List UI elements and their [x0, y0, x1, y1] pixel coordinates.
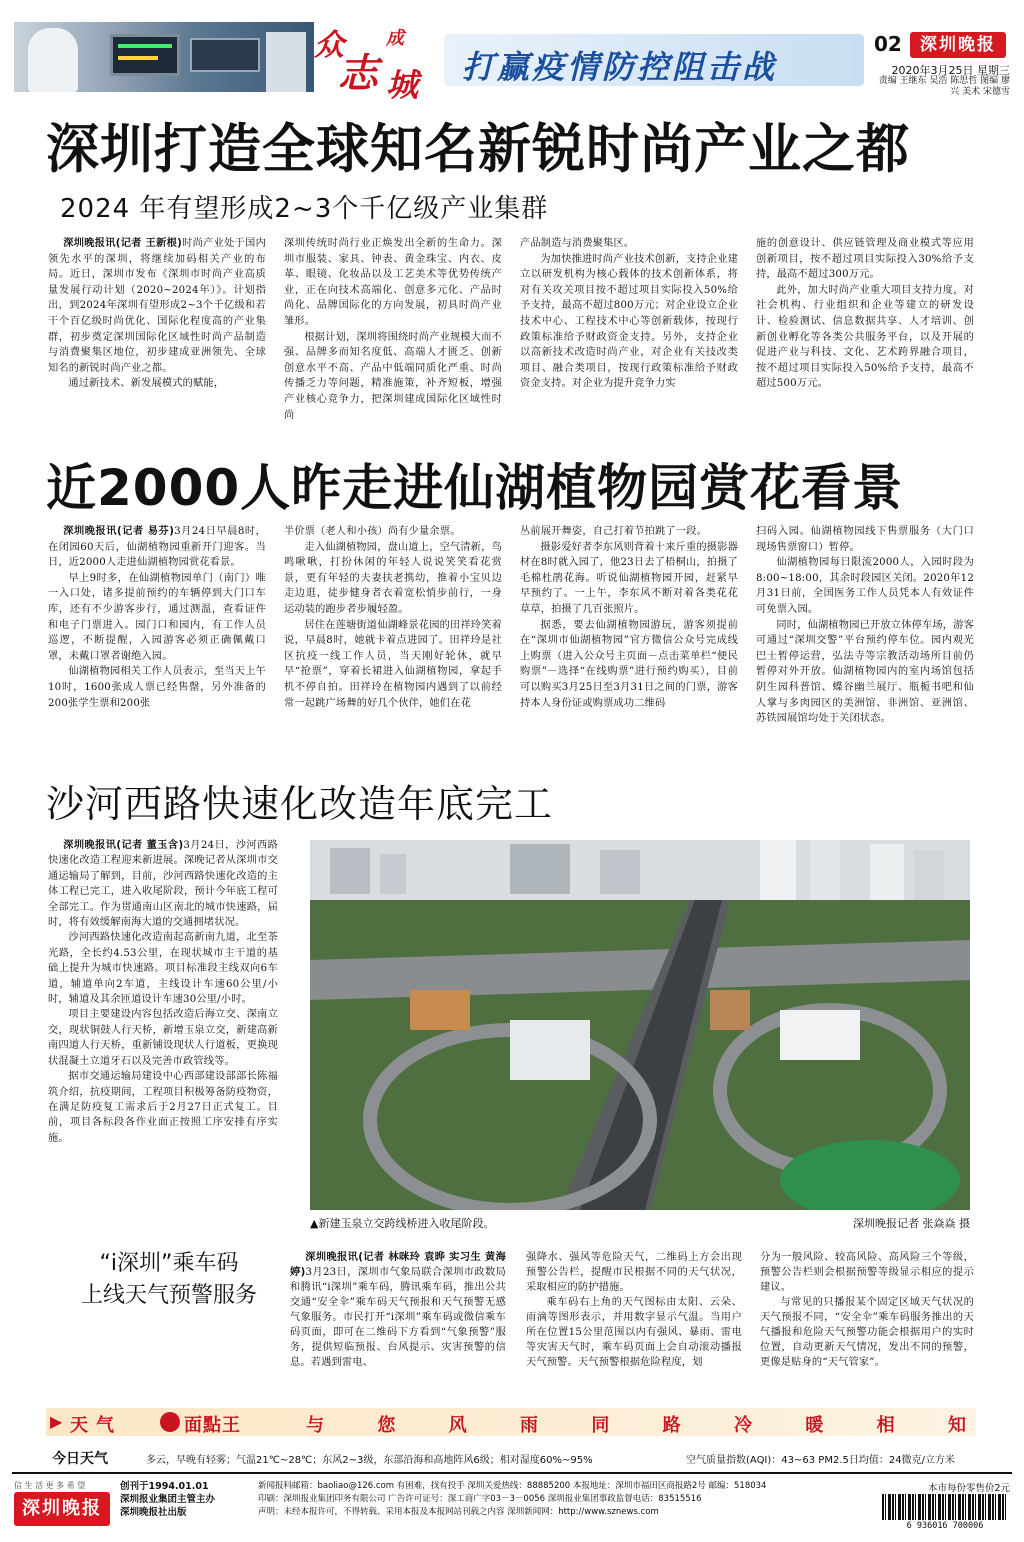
- footer-line3: 声明：未经本报许可，不得转载、采用本报及本报网站刊载之内容 深圳新闻网：http://www.sznews.com: [258, 1507, 659, 1517]
- article4-byline: 深圳晚报讯(记者 林咪玲 袁晔 实习生 黄海婷): [290, 1252, 506, 1278]
- owner: 深圳报业集团主管主办: [120, 1494, 216, 1505]
- article3-p3: 项目主要建设内容包括改造后海立交、深南立交，现状铜鼓人行天桥，新增玉泉立交，新建高新南四道人行天桥，重新铺设现状人行道板，更换现状混凝土立道牙石以及完善市政管线等。: [48, 1009, 278, 1067]
- article2-col4b: 仙湖植物园每日限流2000人，入园时段为8:00~18:00，其余时段园区关闭。2020年12月31日前，全国医务工作人员凭本人有效证件可免票入园。: [756, 557, 974, 615]
- article2-col3-text: 丛前展开舞姿，自己打着节拍跳了一段。: [520, 526, 707, 537]
- article4-col3b: 与常见的只播报某个固定区域天气状况的天气预报不同，“安全伞”乘车码服务推出的天气播报和危险天气预警功能会根据用户的实时位置，自动更新天气情况，发出不同的预警，更像是贴身的“天气管家”。: [760, 1297, 974, 1368]
- publisher: 深圳晚报社出版: [120, 1507, 187, 1518]
- photo-caption: ▲新建玉泉立交跨线桥进入收尾阶段。: [310, 1217, 495, 1230]
- article1-subheadline: 2024 年有望形成2~3个千亿级产业集群: [60, 194, 549, 224]
- article3-p4: 据市交通运输局建设中心西部建设部部长陈福筑介绍，抗疫期间，工程项目积极筹备防疫物资，在满足防疫复工需求后于2月27日正式复工。目前，项目各标段各作业面正按照工序安排有序实施。: [48, 1071, 278, 1144]
- logo-char-2: 志: [338, 51, 379, 97]
- article1-col1b: 通过新技术、新发展模式的赋能，: [68, 378, 225, 390]
- article1-col3: [520, 236, 738, 446]
- footer-divider: [12, 1472, 1012, 1474]
- paper-name: 深圳晚报: [920, 35, 996, 55]
- staff-credits: 责编 王继东 吴浩 陈思哲 图编 廖 兴 美术 宋德雪: [878, 76, 1010, 97]
- article2-col1: [48, 524, 266, 770]
- article2-col4: [756, 524, 974, 770]
- article2-col3b: 摄影爱好者李东风则背着十来斤重的摄影器材在8时就入园了，他23日去了梧桐山，拍摄了毛棉杜鹃花海。听说仙湖植物园开园，赶紧早早预约了。一上午，李东风不断对着各类花花草草，拍摄了几百张照片。: [520, 541, 738, 615]
- article2-col2-text: 半价票（老人和小孩）尚有少量余票。: [284, 526, 461, 537]
- article2-col2c: 居住在莲塘街道仙湖峰景花园的田祥玲笑着说，早晨8时，她就卡着点进园了。田祥玲是社区抗疫一线工作人员，当天刚好轮休，就早早“抢票”，穿着长裙进入仙湖植物园，拿起手机不停自拍。田祥玲在植物园内遇到了以前经常一起跳广场舞的好几个伙伴，她们在花: [284, 619, 502, 709]
- road-aerial-photo: [310, 840, 970, 1210]
- article1-col3-text: 产品制造与消费聚集区。: [520, 238, 635, 249]
- article2-col1c: 仙湖植物园相关工作人员表示，至当天上午10时，1600张成人票已经售罄，另外准备的200张学生票和200张: [48, 666, 266, 709]
- campaign-logo: [304, 16, 444, 104]
- slogan-char: 知: [947, 1415, 966, 1436]
- article2-col2b: 走入仙湖植物园，盘山道上，空气清新，鸟鸣啾啾，打扮休闲的年轻人说说笑笑看花赏景，更有年轻的夫妻扶老携幼，推着小宝贝边走边逛，徒步健身者衣着宽松悄步前行，一身运动装的跑步者步履轻盈。: [284, 541, 502, 615]
- article3-headline: 沙河西路快速化改造年底完工: [46, 782, 554, 826]
- header-photo: [14, 22, 314, 92]
- slogan-char: 雨: [519, 1415, 538, 1436]
- footer-line2: 印刷：深圳报业集团印务有限公司 广告许可证号：深工商广字03－3－0056 深圳报业集团事政监督电话：83515516: [258, 1494, 702, 1504]
- slogan-char: 您: [377, 1415, 396, 1436]
- weather-banner-label: 天气: [70, 1415, 122, 1436]
- article1-col4-text: 施的创意设计、供应链管理及商业模式等应用创新项目，按不超过项目实际投入30%给予支持，最高不超过300万元。: [756, 238, 974, 281]
- article1-headline: 深圳打造全球知名新锐时尚产业之都: [46, 119, 910, 180]
- footer-masthead-info: [120, 1480, 215, 1519]
- slogan-char: 风: [448, 1415, 467, 1436]
- weather-label: 今日天气: [52, 1451, 108, 1467]
- weather-forecast: 多云，早晚有轻雾；气温21℃~28℃；东风2~3级，东部沿海和高地阵风6级；相对湿度60%~95%: [146, 1455, 593, 1466]
- slogan-char: 相: [876, 1415, 895, 1436]
- slogan-banner: [444, 34, 864, 86]
- photo-credit: 深圳晚报记者 张焱焱 摄: [853, 1217, 970, 1230]
- founded-date: 创刊于1994.01.01: [120, 1481, 209, 1492]
- article2-col1b: 早上9时多，在仙湖植物园单门（南门）唯一入口处，诸多提前预约的车辆停到大门口车库，还有不少游客步行，通过测温，查看证件和电子门票进入。园门口和园内，有工作人员巡逻，不断提醒，入园游客必须正确佩戴口罩，未戴口罩者谢绝入园。: [48, 572, 266, 662]
- page-number: 02: [874, 32, 902, 56]
- article2-col1-text: 3月24日早晨8时，在闭园60天后，仙湖植物园重新开门迎客。当日，近2000人走进仙湖植物园赏花看景。: [48, 526, 266, 569]
- article1-byline: 深圳晚报讯(记者 王新根): [63, 238, 182, 249]
- slogan-text: 打赢疫情防控阻击战: [462, 48, 778, 86]
- article1-col1: [48, 236, 266, 446]
- article4-col3: [760, 1250, 974, 1400]
- slogan-char: 路: [662, 1415, 681, 1436]
- article2-headline: 近2000人昨走进仙湖植物园赏花看景: [46, 459, 904, 517]
- article4-headline-line1: “i深圳”乘车码: [99, 1251, 239, 1276]
- article1-col2: [284, 236, 502, 446]
- air-quality: 空气质量指数(AQI)：43~63 PM2.5日均值：24微克/立方米: [686, 1455, 955, 1466]
- retail-price: 本市每份零售价2元: [927, 1483, 1010, 1494]
- article1-col4b: 此外，加大时尚产业重大项目支持力度，对社会机构、行业组织和企业等建立的研发设计、检验测试、信息数据共享、人才培训、创新创业孵化等各类公共服务平台，以及开展的促进产业与科技、文化、艺术跨界融合项目，按不超过项目实际投入50%给予支持，最高不超过500万元。: [756, 284, 974, 390]
- article4-col2b: 乘车码右上角的天气图标由太阳、云朵、雨滴等图形表示，并用数字显示气温。当用户所在位置15公里范围以内有强风、暴雨、雷电等灾害天气时，乘车码页面上会自动滚动播报天气预警。天气预警根据危险程度，划: [526, 1297, 742, 1368]
- article3-p1: 3月24日，沙河西路快速化改造工程迎来新进展。深晚记者从深圳市交通运输局了解到，目前，沙河西路快速化改造的主体工程已完工，进入收尾阶段，预计今年底工程可全部完工。作为贯通南山区南北的城市快速路，届时，将有效缓解南海大道的交通拥堵状况。: [48, 840, 278, 929]
- footer-logo: [14, 1492, 110, 1526]
- footer-line1: 新闻报料邮箱：baoliao@126.com 有困难，找有投手 深圳关爱热线：88885200 本报地址：深圳市福田区商报路2号 邮编：518034: [258, 1481, 767, 1491]
- barcode-number: 6 936016 700006: [906, 1521, 984, 1531]
- road-aerial-illustration: [310, 840, 970, 1210]
- logo-char-1: 众: [314, 28, 345, 63]
- barcode: [882, 1494, 1008, 1520]
- article2-col4c: 同时，仙湖植物园已开放立体停车场，游客可通过“深圳交警”平台预约停车位。园内观光巴士暂停运营，弘法寺等宗教活动场所目前仍暂停对外开放。仙湖植物园内的室内场馆包括阴生园科普馆、蝶谷幽兰展厅、瓶栀书吧和仙人掌与多肉园区的美洲馆、非洲馆、亚洲馆、苏铁园展馆均处于关闭状态。: [756, 619, 974, 725]
- weather-slogan: [306, 1411, 966, 1437]
- article1-col3b: 为加快推进时尚产业技术创新，支持企业建立以研发机构为核心载体的技术创新体系，将对有关攻关项目按不超过项目实际投入50%给予支持，最高不超过800万元；对企业设立企业技术中心、工程技术中心等创新载体，按现行政策标准给予财政资金支持。另外，支持企业以高新技术改造时尚产业，对企业有关技改类项目、融合类项目，按现行政策标准给予财政资金支持。对企业为提升竞争力实: [520, 253, 738, 390]
- article1-col2b: 根据计划，深圳将围绕时尚产业规模大而不强、品牌多而知名度低、高端人才匮乏、创新创意水平不高、产品中低端同质化严重、时尚传播乏力等问题，精准施策，补齐短板，增强产业核心竞争力，把深圳建成国际化区域性时尚: [284, 331, 502, 421]
- article4-col1: [290, 1250, 506, 1400]
- issue-date: 2020年3月25日 星期三: [891, 64, 1010, 77]
- weather-banner: [46, 1408, 976, 1436]
- sponsor-name: 面點王: [184, 1415, 241, 1436]
- logo-char-4: 城: [386, 66, 420, 104]
- article4-col2: [526, 1250, 742, 1400]
- article2-col2: [284, 524, 502, 770]
- logo-char-3: 成: [386, 28, 405, 49]
- article2-col4-text: 扫码入园。仙湖植物园线下售票服务（大门口现场售票窗口）暂停。: [756, 526, 974, 553]
- paper-name-tag: [910, 32, 1006, 58]
- footer-paper-name: 深圳晚报: [22, 1498, 102, 1519]
- article3-p2: 沙河西路快速化改造南起高新南九道，北至茶光路，全长约4.53公里，在现状城市主干道的基础上提升为城市快速路。项目标准段主线双向6车道，辅道单向2车道，主线设计车速60公里/小时，辅道及其余匝道设计车速30公里/小时。: [48, 932, 278, 1006]
- article4-col1-text: 3月23日，深圳市气象局联合深圳市政数局和腾讯“i深圳”乘车码，腾讯乘车码，推出公共交通“安全伞”乘车码天气预报和天气预警无感气象服务。市民打开“i深圳”乘车码或微信乘车码页面，即可在二维码下方看到“气象预警”服务，提供短临预报、台风提示、灾害预警的信息。若遇到雷电、: [290, 1267, 506, 1368]
- masthead-banner: [14, 16, 1012, 104]
- article3-text: [48, 838, 278, 1234]
- article2-col3: [520, 524, 738, 770]
- article1-col1-text: 时尚产业处于国内领先水平的深圳，将继续加码相关产业的布局。近日，深圳市发布《深圳市时尚产业高质量发展行动计划（2020~2024年）》。计划指出，到2024年深圳有望形成2~3个千亿级和若干个百亿级时尚优化、国际化程度高的产业集群，初步奠定深圳国际化区域性时尚产品制造与消费聚集区地位，初步建成亚洲领先、全球知名的新锐时尚产业之都。: [48, 238, 266, 374]
- footer-motto: 信 生 活 更 多 希 望: [14, 1481, 86, 1490]
- article4-headline: [54, 1248, 284, 1312]
- slogan-char: 同: [591, 1415, 610, 1436]
- article4-col2-text: 强降水、强风等危险天气，二维码上方会出现预警公告栏，提醒市民根据不同的天气状况，采取相应的防护措施。: [526, 1252, 742, 1293]
- article3-byline: 深圳晚报讯(记者 董玉含): [63, 840, 184, 851]
- footer-info-lines: [258, 1480, 858, 1519]
- article1-col2-text: 深圳传统时尚行业正焕发出全新的生命力。深圳市服装、家具、钟表、黄金珠宝、内衣、皮革、眼镜、化妆品以及工艺美术等优势传统产业，正在向技术高端化、创意多元化、产品时尚化、品牌国际化的方向发展，初具时尚产业雏形。: [284, 238, 502, 327]
- slogan-char: 暖: [805, 1415, 824, 1436]
- article4-col3-text: 分为一般风险、较高风险、高风险三个等级，预警公告栏则会根据预警等级显示相应的提示建议。: [760, 1252, 974, 1293]
- article2-col3c: 据悉，要去仙湖植物园游玩，游客须提前在“深圳市仙湖植物园”官方微信公众号完成线上购票（进入公众号主页面－点击菜单栏“便民购票”－选择“在线购票”进行预约购买），目前可以购买3月25日至3月31日之间的门票，游客持本人身份证或购票成功二维码: [520, 619, 738, 709]
- slogan-char: 与: [306, 1415, 324, 1436]
- article4-headline-line2: 上线天气预警服务: [80, 1283, 257, 1308]
- article1-col4: [756, 236, 974, 446]
- slogan-char: 冷: [733, 1415, 752, 1436]
- weather-arrow-icon: ▶: [50, 1412, 64, 1431]
- article2-byline: 深圳晚报讯(记者 易芬): [63, 526, 175, 537]
- sponsor-logo-icon: [160, 1412, 180, 1432]
